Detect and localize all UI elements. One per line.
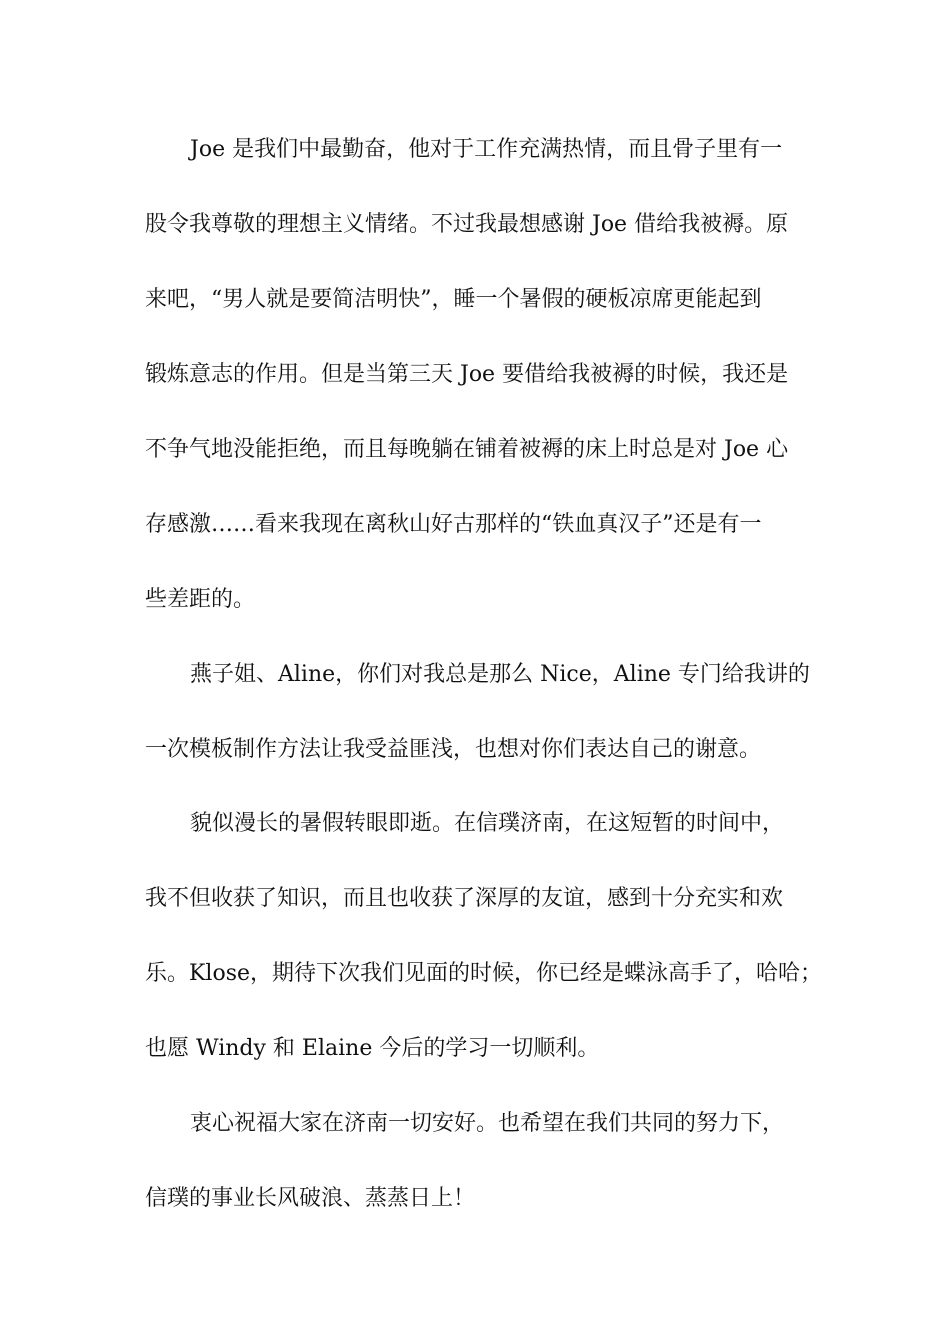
paragraph-4-line-2: 信璞的事业长风破浪、蒸蒸日上！: [145, 1186, 476, 1211]
paragraph-3-line-2: 我不但收获了知识，而且也收获了深厚的友谊，感到十分充实和欢: [145, 886, 784, 911]
paragraph-1-line-2: 股令我尊敬的理想主义情绪。不过我最想感谢 Joe 借给我被褥。原: [145, 212, 789, 237]
paragraph-1-line-7: 些差距的。: [145, 587, 256, 612]
paragraph-1-line-5: 不争气地没能拒绝，而且每晚躺在铺着被褥的床上时总是对 Joe 心: [145, 437, 789, 462]
paragraph-1-line-4: 锻炼意志的作用。但是当第三天 Joe 要借给我被褥的时候，我还是: [145, 362, 789, 387]
paragraph-4-line-1: 衷心祝福大家在济南一切安好。也希望在我们共同的努力下，: [190, 1111, 785, 1136]
paragraph-2-line-2: 一次模板制作方法让我受益匪浅，也想对你们表达自己的谢意。: [145, 737, 762, 762]
paragraph-1-line-6: 存感激……看来我现在离秋山好古那样的“铁血真汉子”还是有一: [145, 512, 762, 537]
paragraph-2-line-1: 燕子姐、Aline，你们对我总是那么 Nice，Aline 专门给我讲的: [190, 662, 810, 687]
paragraph-1-line-1: Joe 是我们中最勤奋，他对于工作充满热情，而且骨子里有一: [190, 137, 783, 162]
paragraph-3-line-4: 也愿 Windy 和 Elaine 今后的学习一切顺利。: [145, 1036, 600, 1061]
paragraph-3-line-1: 貌似漫长的暑假转眼即逝。在信璞济南，在这短暂的时间中，: [190, 811, 785, 836]
paragraph-3-line-3: 乐。Klose，期待下次我们见面的时候，你已经是蝶泳高手了，哈哈；: [145, 961, 823, 986]
paragraph-1-line-3: 来吧，“男人就是要简洁明快”，睡一个暑假的硬板凉席更能起到: [145, 287, 762, 312]
